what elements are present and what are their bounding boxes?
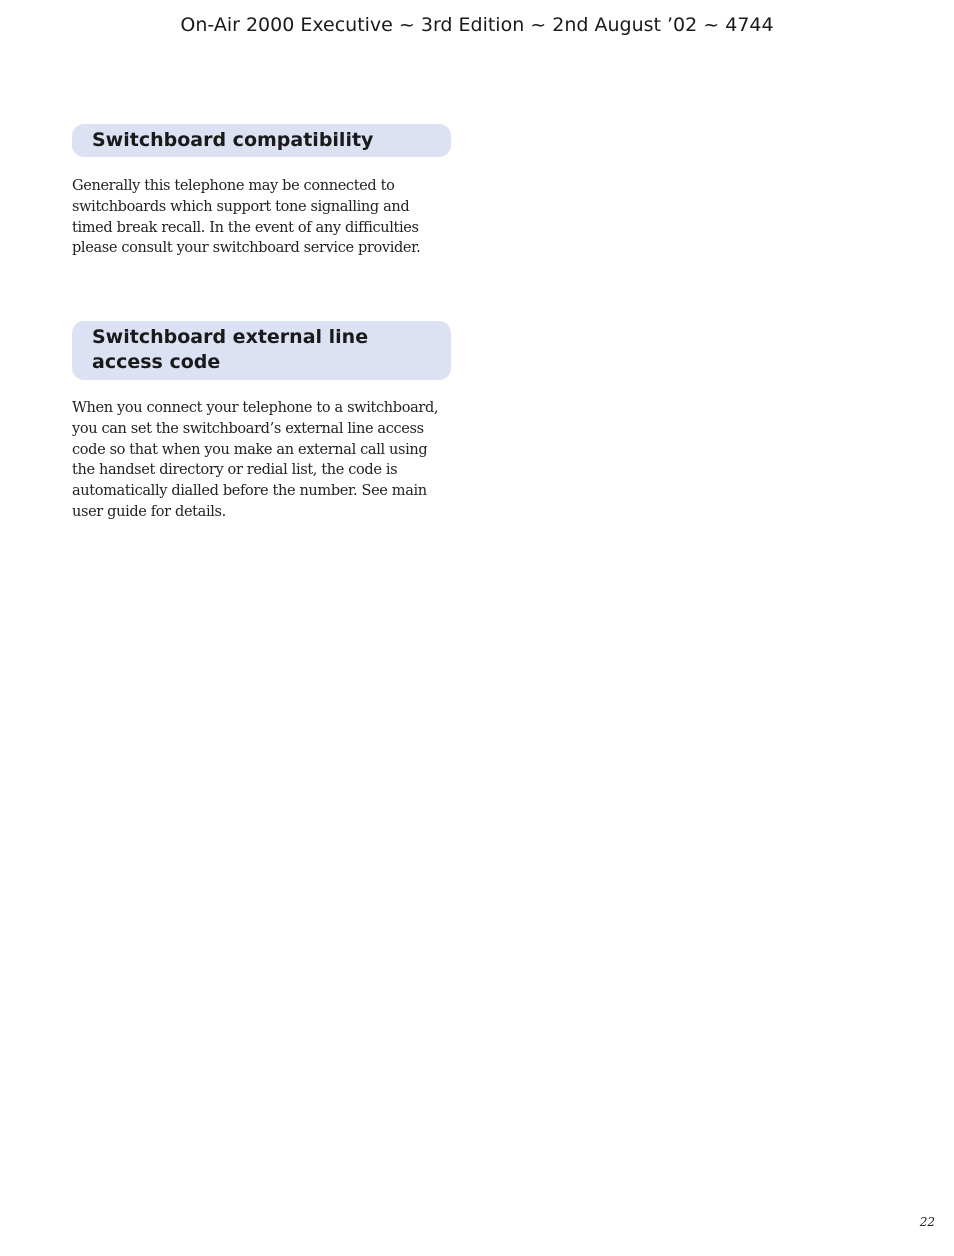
section-heading: Switchboard compatibility xyxy=(92,129,374,151)
section-heading-box xyxy=(72,321,451,380)
running-header: On-Air 2000 Executive ~ 3rd Edition ~ 2nd August ’02 ~ 4744 xyxy=(180,14,774,36)
section-switchboard-compatibility xyxy=(72,124,451,259)
section-heading-box xyxy=(72,124,451,157)
page-number: 22 xyxy=(919,1215,935,1229)
section-external-line-access-code xyxy=(72,321,451,523)
section-heading: Switchboard external line access code xyxy=(92,326,369,373)
section-body-text: Generally this telephone may be connected to switchboards which support tone signalling and timed break recall. In the event of any difficulties please consult your switchboard service provider. xyxy=(72,178,421,257)
section-body-text: When you connect your telephone to a switchboard, you can set the switchboard’s external line access code so that when you make an external call using the handset directory or redial list, the code is automatically dialled before the number. See main user guide for details. xyxy=(72,400,439,520)
